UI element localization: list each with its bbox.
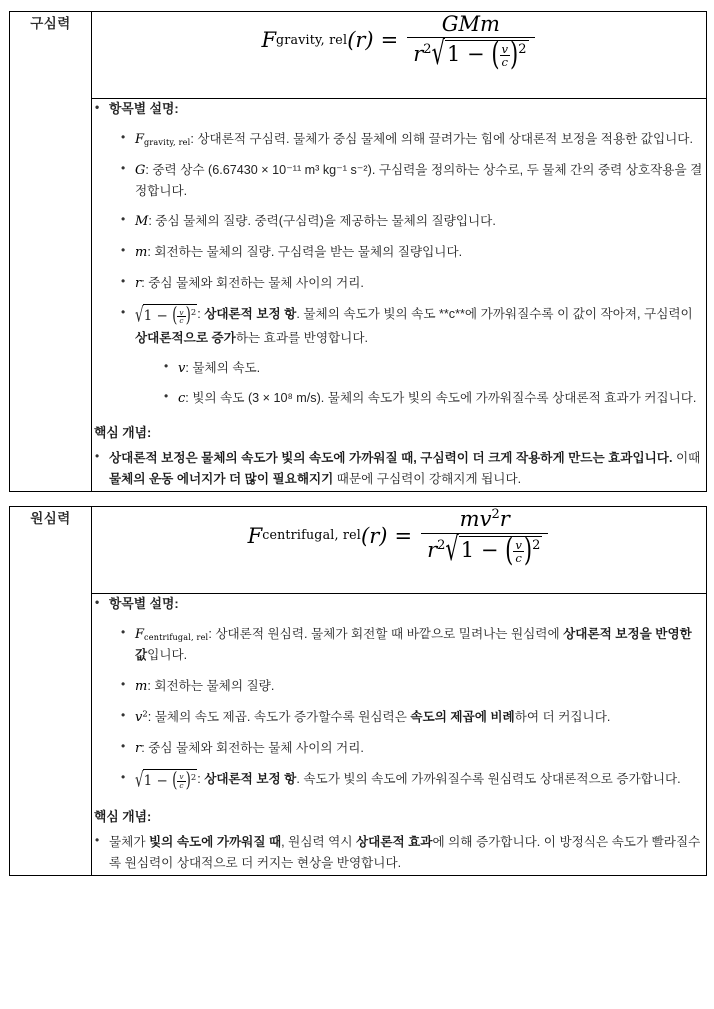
concept-text-4: 에 의해 증가합니다. 이 방정식은 속도가 빨라질수록 원심력이 상대적으로 더 커지는 현상을 반영합니다.	[109, 834, 701, 870]
formula-relation: =	[380, 28, 399, 53]
sub-term-list	[161, 358, 706, 409]
formula-fraction	[407, 12, 534, 73]
concept-text-1: 이때	[672, 450, 701, 465]
concept-text-3: 때문에 구심력이 강해지게 됩니다.	[333, 471, 522, 486]
symbol-v-squared: $v^2$	[135, 708, 148, 725]
list-item	[92, 832, 706, 874]
denominator-r: r	[427, 537, 438, 562]
concept-text-3: 상대론적 효과	[355, 834, 433, 849]
table-row	[10, 594, 707, 876]
list-item	[118, 738, 706, 759]
list-item-text: : 빛의 속도 (3 × 10⁸ m/s). 물체의 속도가 빛의 속도에 가까워질수록 상대론적 효과가 커집니다.	[185, 390, 697, 405]
list-item-text: : 중심 물체와 회전하는 물체 사이의 거리.	[141, 740, 364, 755]
items-heading: • 항목별 설명:	[92, 99, 706, 120]
symbol-c: c	[178, 390, 186, 406]
symbol-m: m	[135, 678, 148, 694]
term-list-centripetal	[118, 129, 706, 409]
radical-text-2: . 물체의 속도가 빛의 속도 **c**에 가까워질수록 이 값이 작아져, 구심력이	[296, 307, 693, 322]
list-item	[118, 242, 706, 263]
formula-lhs-subscript: centrifugal, rel	[262, 527, 362, 543]
list-item-text-1: 상대론적 보정을 반영한 값	[135, 627, 692, 663]
symbol-r: r	[135, 740, 142, 756]
formula-lhs-subscript: gravity, rel	[276, 31, 348, 47]
table-row	[10, 507, 707, 594]
concept-list-centrifugal	[92, 832, 706, 874]
radical-icon: √1 − ( $\frac{v}{c}$ )$^2$	[431, 34, 527, 73]
symbol-F-gravity: $F_{gravity, rel}$	[135, 131, 191, 147]
concept-text-1: 빛의 속도에 가까워질 때	[149, 834, 282, 849]
formula-cell-centrifugal	[92, 507, 707, 594]
force-table-centrifugal	[9, 506, 707, 876]
formula-centrifugal	[247, 507, 551, 568]
list-item	[161, 388, 706, 409]
formula-cell-centripetal	[92, 12, 707, 99]
concept-heading: 핵심 개념:	[94, 808, 152, 824]
list-item-text-2: 하여 더 커집니다.	[514, 709, 611, 724]
items-heading: • 항목별 설명:	[92, 594, 706, 615]
concept-text-2: , 원심력 역시	[281, 834, 356, 849]
items-heading-list	[92, 99, 706, 120]
formula-lhs-symbol: F	[247, 523, 263, 548]
list-item-text: : 상대론적 구심력. 물체가 중심 물체에 의해 끌려가는 힘에 상대론적 보정을 적용한 값입니다.	[190, 131, 693, 146]
list-item-text: : 중심 물체의 질량. 중력(구심력)을 제공하는 물체의 질량입니다.	[148, 214, 496, 229]
formula-fraction	[421, 507, 548, 568]
list-item-text: : 회전하는 물체의 질량. 구심력을 받는 물체의 질량입니다.	[147, 245, 463, 260]
formula-relation: =	[394, 523, 413, 548]
formula-lhs-arg: (r)	[361, 523, 388, 548]
symbol-v: v	[178, 360, 186, 376]
list-item	[92, 448, 706, 490]
radical-icon: √1 − ( $\frac{v}{c}$ )$^2$	[445, 530, 541, 568]
list-item	[118, 211, 706, 232]
list-item	[118, 129, 706, 150]
body-cell-centrifugal	[92, 594, 707, 876]
list-item	[118, 160, 706, 201]
symbol-G: G	[135, 162, 146, 178]
list-item-text: : 중심 물체와 회전하는 물체 사이의 거리.	[141, 276, 364, 291]
radical-text-0: :	[197, 307, 205, 322]
concept-list-centripetal	[92, 448, 706, 490]
formula-numerator: $mv^2r$	[421, 507, 548, 533]
formula-lhs-symbol: F	[261, 28, 277, 53]
radical-text-2: . 속도가 빛의 속도에 가까워질수록 원심력도 상대론적으로 증가합니다.	[296, 771, 681, 786]
radical-text-3: 상대론적으로 증가	[135, 331, 236, 346]
row-label-centripetal: 구심력	[10, 12, 92, 492]
table-row	[10, 99, 707, 492]
table-row	[10, 12, 707, 99]
list-item-text-2: 입니다.	[147, 648, 188, 663]
list-item	[161, 358, 706, 379]
list-item-text: : 중력 상수 (6.67430 × 10⁻¹¹ m³ kg⁻¹ s⁻²). 구심력을 정의하는 상수로, 두 물체 간의 중력 상호작용을 결정합니다.	[135, 162, 703, 198]
concept-heading: 핵심 개념:	[94, 424, 152, 440]
symbol-M: M	[135, 214, 149, 230]
symbol-m: m	[135, 245, 148, 261]
body-cell-centripetal	[92, 99, 707, 492]
formula-numerator: GMm	[407, 12, 534, 38]
items-heading-list	[92, 594, 706, 615]
list-item-text: : 물체의 속도.	[185, 360, 261, 375]
radical-text-1: 상대론적 보정 항	[204, 771, 297, 786]
list-item-text-1: 속도의 제곱에 비례	[410, 709, 515, 724]
list-item	[118, 624, 706, 665]
formula-denominator: $r^2√1$ − ( $\frac{v}{c}$ )$^2$	[413, 34, 527, 73]
radical-icon: √1 − ( $\frac{v}{c}$ )$^2$	[135, 303, 197, 328]
list-item	[118, 676, 706, 697]
symbol-F-centrifugal: $F_{centrifugal, rel}$	[135, 627, 209, 643]
concept-text-0: 물체가	[109, 834, 149, 849]
concept-text-0: 상대론적 보정은 물체의 속도가 빛의 속도에 가까워질 때, 구심력이 더 크게 작용하게 만드는 효과입니다.	[109, 450, 673, 465]
list-item-text-0: : 물체의 속도 제곱. 속도가 증가할수록 원심력은	[147, 709, 411, 724]
list-item-radical	[118, 304, 706, 408]
list-item	[118, 273, 706, 294]
concept-text-2: 물체의 운동 에너지가 더 많이 필요해지기	[109, 471, 334, 486]
radical-icon: √1 − ( $\frac{v}{c}$ )$^2$	[135, 768, 197, 793]
formula-centripetal	[261, 12, 536, 73]
radical-text-0: :	[197, 771, 205, 786]
radical-text-4: 하는 효과를 반영합니다.	[235, 331, 368, 346]
formula-denominator: $r^2√1$ − ( $\frac{v}{c}$ )$^2$	[427, 530, 541, 568]
formula-lhs-arg: (r)	[347, 28, 374, 53]
list-item-text: : 회전하는 물체의 질량.	[147, 678, 275, 693]
row-label-centrifugal: 원심력	[10, 507, 92, 876]
list-item-radical	[118, 769, 706, 793]
symbol-r: r	[135, 276, 142, 292]
force-table-centripetal	[9, 11, 707, 492]
list-item	[118, 707, 706, 728]
denominator-r: r	[413, 42, 424, 67]
radical-text-1: 상대론적 보정 항	[204, 307, 297, 322]
term-list-centrifugal	[118, 624, 706, 792]
list-item-text-0: : 상대론적 원심력. 물체가 회전할 때 바깥으로 밀려나는 원심력에	[208, 627, 564, 642]
